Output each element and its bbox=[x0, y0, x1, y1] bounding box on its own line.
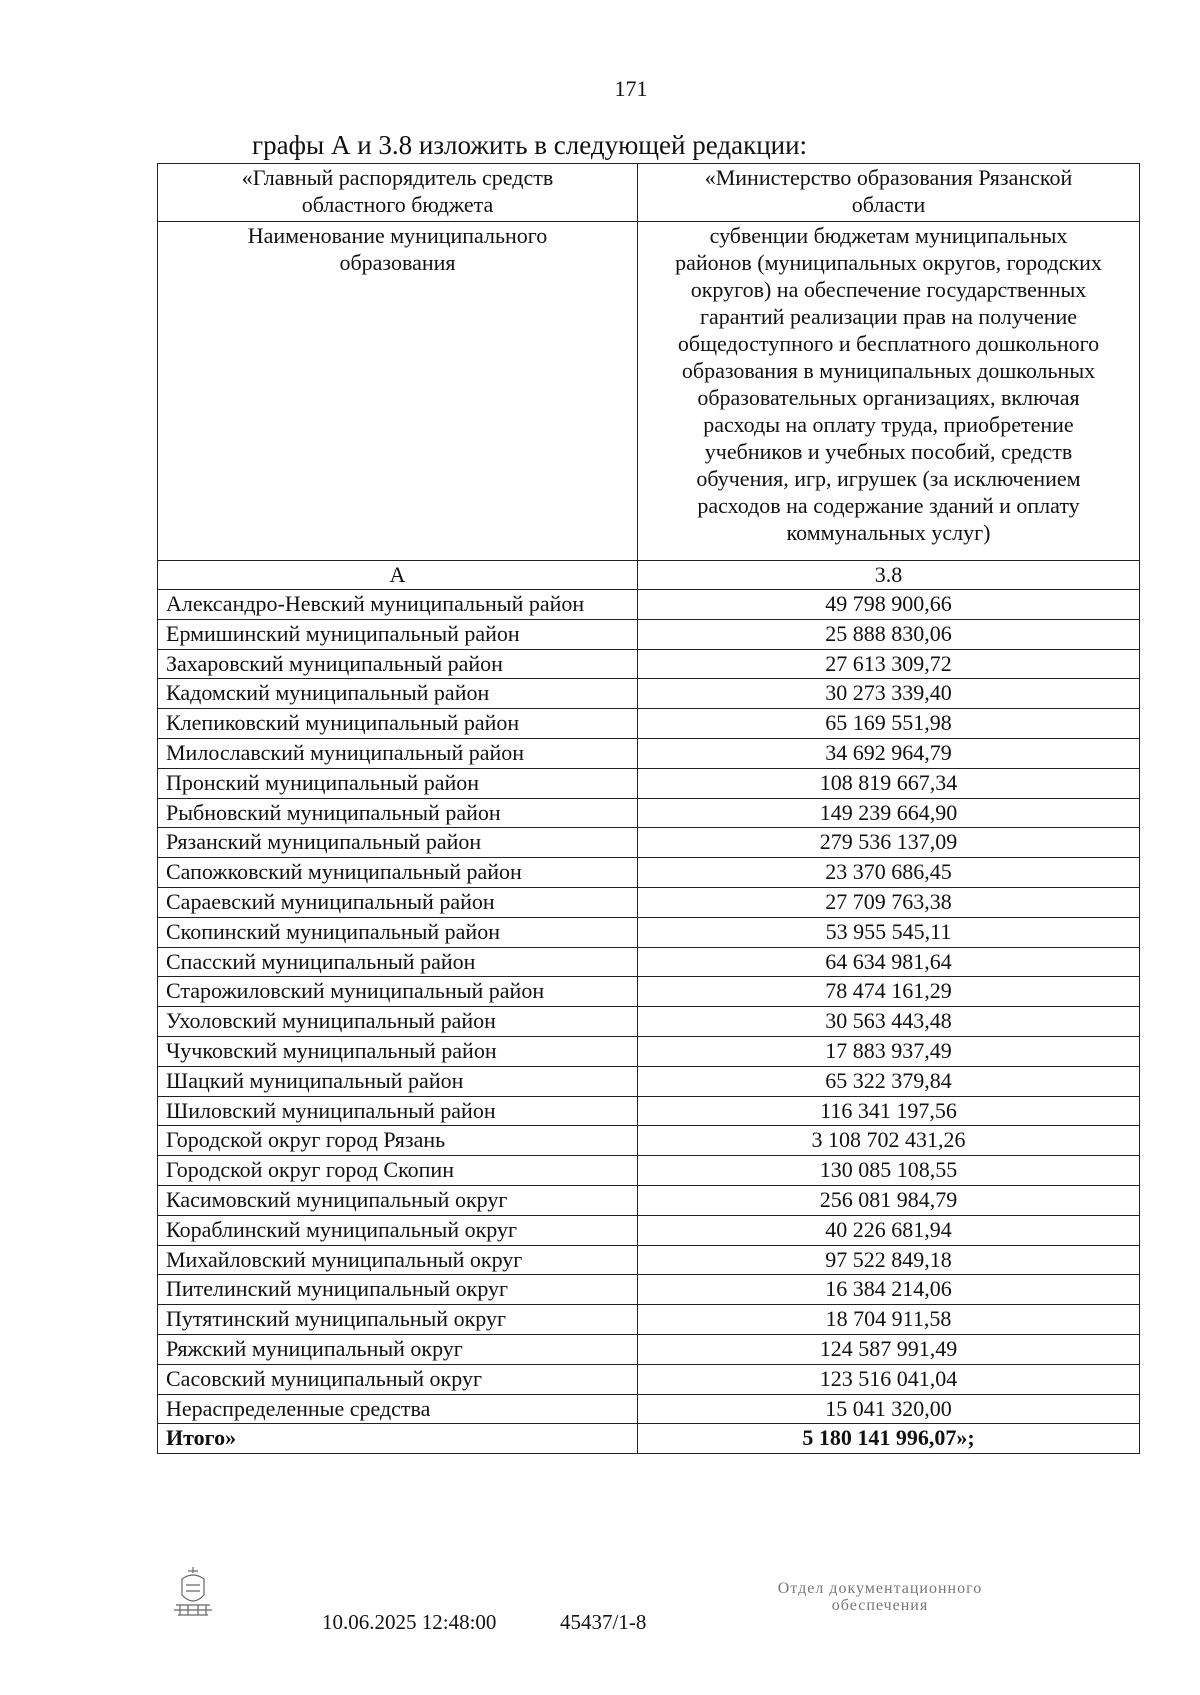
subvention-amount: 65 322 379,84 bbox=[638, 1066, 1140, 1096]
table-row bbox=[158, 798, 1140, 828]
municipality-name: Касимовский муниципальный округ bbox=[158, 1185, 638, 1215]
municipality-name: Пронский муниципальный район bbox=[158, 768, 638, 798]
column-a-title bbox=[158, 222, 638, 561]
municipality-name: Захаровский муниципальный район bbox=[158, 649, 638, 679]
table-row bbox=[158, 1305, 1140, 1335]
header-distributor-line-2: областного бюджета bbox=[301, 192, 494, 217]
table-row bbox=[158, 1036, 1140, 1066]
table-row bbox=[158, 619, 1140, 649]
total-amount: 5 180 141 996,07»; bbox=[638, 1424, 1140, 1454]
table-row bbox=[158, 917, 1140, 947]
subvention-amount: 30 563 443,48 bbox=[638, 1007, 1140, 1037]
table-row bbox=[158, 828, 1140, 858]
column-b-title-line: районов (муниципальных округов, городских bbox=[675, 250, 1102, 275]
header-row-columns bbox=[158, 222, 1140, 561]
column-b-letter: 3.8 bbox=[638, 561, 1140, 590]
subvention-amount: 116 341 197,56 bbox=[638, 1096, 1140, 1126]
table-row bbox=[158, 709, 1140, 739]
municipality-name: Путятинский муниципальный округ bbox=[158, 1305, 638, 1335]
table-row bbox=[158, 649, 1140, 679]
header-distributor-line-1: «Главный распорядитель средств bbox=[241, 165, 554, 190]
municipality-name: Сапожковский муниципальный район bbox=[158, 858, 638, 888]
column-b-title-line: расходы на оплату труда, приобретение bbox=[703, 412, 1074, 437]
subvention-amount: 27 709 763,38 bbox=[638, 887, 1140, 917]
subvention-amount: 3 108 702 431,26 bbox=[638, 1126, 1140, 1156]
table-row bbox=[158, 1275, 1140, 1305]
municipality-name: Михайловский муниципальный округ bbox=[158, 1245, 638, 1275]
subvention-amount: 108 819 667,34 bbox=[638, 768, 1140, 798]
column-b-title-line: расходов на содержание зданий и оплату bbox=[697, 493, 1080, 518]
subvention-amount: 279 536 137,09 bbox=[638, 828, 1140, 858]
table-row bbox=[158, 1126, 1140, 1156]
table-row bbox=[158, 738, 1140, 768]
footer-datetime: 10.06.2025 12:48:00 bbox=[322, 1610, 497, 1634]
table-row bbox=[158, 887, 1140, 917]
municipality-name: Милославский муниципальный район bbox=[158, 738, 638, 768]
subvention-amount: 17 883 937,49 bbox=[638, 1036, 1140, 1066]
subvention-amount: 123 516 041,04 bbox=[638, 1364, 1140, 1394]
subvention-amount: 97 522 849,18 bbox=[638, 1245, 1140, 1275]
subvention-amount: 64 634 981,64 bbox=[638, 947, 1140, 977]
subvention-amount: 124 587 991,49 bbox=[638, 1334, 1140, 1364]
header-ministry-line-2: области bbox=[851, 192, 926, 217]
table-row bbox=[158, 1364, 1140, 1394]
municipality-name: Сараевский муниципальный район bbox=[158, 887, 638, 917]
subvention-amount: 256 081 984,79 bbox=[638, 1185, 1140, 1215]
municipality-name: Ермишинский муниципальный район bbox=[158, 619, 638, 649]
municipality-name: Городской округ город Рязань bbox=[158, 1126, 638, 1156]
table-row bbox=[158, 1334, 1140, 1364]
table-row bbox=[158, 1096, 1140, 1126]
subvention-amount: 78 474 161,29 bbox=[638, 977, 1140, 1007]
table-row bbox=[158, 1215, 1140, 1245]
coat-of-arms-icon bbox=[170, 1565, 216, 1617]
table-row bbox=[158, 858, 1140, 888]
header-distributor-label bbox=[158, 164, 638, 222]
table-row bbox=[158, 590, 1140, 620]
municipality-name: Сасовский муниципальный округ bbox=[158, 1364, 638, 1394]
total-label: Итого» bbox=[158, 1424, 638, 1454]
municipality-name: Пителинский муниципальный округ bbox=[158, 1275, 638, 1305]
table-row bbox=[158, 947, 1140, 977]
column-a-title-line-2: образования bbox=[339, 250, 456, 275]
column-letters-row bbox=[158, 561, 1140, 590]
table-row bbox=[158, 1245, 1140, 1275]
table-row bbox=[158, 1066, 1140, 1096]
column-b-title-line: учебников и учебных пособий, средств bbox=[704, 439, 1073, 464]
header-ministry-label bbox=[638, 164, 1140, 222]
stamp-line-2: обеспечения bbox=[831, 1597, 929, 1614]
municipality-name: Ухоловский муниципальный район bbox=[158, 1007, 638, 1037]
column-b-title-line: образовательных организациях, включая bbox=[697, 385, 1080, 410]
budget-table bbox=[157, 163, 1140, 1454]
column-a-title-line-1: Наименование муниципального bbox=[247, 223, 548, 248]
municipality-name: Кадомский муниципальный район bbox=[158, 679, 638, 709]
subvention-amount: 149 239 664,90 bbox=[638, 798, 1140, 828]
municipality-name: Александро-Невский муниципальный район bbox=[158, 590, 638, 620]
page-number: 171 bbox=[614, 76, 648, 101]
subvention-amount: 34 692 964,79 bbox=[638, 738, 1140, 768]
subvention-amount: 18 704 911,58 bbox=[638, 1305, 1140, 1335]
table-row bbox=[158, 1156, 1140, 1186]
municipality-name: Скопинский муниципальный район bbox=[158, 917, 638, 947]
subvention-amount: 53 955 545,11 bbox=[638, 917, 1140, 947]
header-ministry-line-1: «Министерство образования Рязанской bbox=[704, 165, 1073, 190]
municipality-name: Городской округ город Скопин bbox=[158, 1156, 638, 1186]
column-b-title-line: гарантий реализации прав на получение bbox=[699, 304, 1078, 329]
column-b-title-line: коммунальных услуг) bbox=[786, 520, 991, 545]
municipality-name: Нераспределенные средства bbox=[158, 1394, 638, 1424]
municipality-name: Рыбновский муниципальный район bbox=[158, 798, 638, 828]
subvention-amount: 30 273 339,40 bbox=[638, 679, 1140, 709]
intro-text: графы А и 3.8 изложить в следующей редакции: bbox=[252, 130, 808, 160]
table-row bbox=[158, 679, 1140, 709]
subvention-amount: 15 041 320,00 bbox=[638, 1394, 1140, 1424]
stamp-line-1: Отдел документационного bbox=[777, 1580, 983, 1597]
subvention-amount: 27 613 309,72 bbox=[638, 649, 1140, 679]
subvention-amount: 130 085 108,55 bbox=[638, 1156, 1140, 1186]
municipality-name: Шиловский муниципальный район bbox=[158, 1096, 638, 1126]
column-a-letter: А bbox=[158, 561, 638, 590]
column-b-title-line: обучения, игр, игрушек (за исключением bbox=[696, 466, 1081, 491]
total-row bbox=[158, 1424, 1140, 1454]
municipality-name: Шацкий муниципальный район bbox=[158, 1066, 638, 1096]
column-b-title-line: субвенции бюджетам муниципальных bbox=[709, 223, 1068, 248]
column-b-title-line: общедоступного и бесплатного дошкольного bbox=[677, 331, 1100, 356]
municipality-name: Чучковский муниципальный район bbox=[158, 1036, 638, 1066]
municipality-name: Клепиковский муниципальный район bbox=[158, 709, 638, 739]
municipality-name: Рязанский муниципальный район bbox=[158, 828, 638, 858]
table-row bbox=[158, 1185, 1140, 1215]
table-row bbox=[158, 1394, 1140, 1424]
municipality-name: Спасский муниципальный район bbox=[158, 947, 638, 977]
table-row bbox=[158, 1007, 1140, 1037]
subvention-amount: 16 384 214,06 bbox=[638, 1275, 1140, 1305]
municipality-name: Кораблинский муниципальный округ bbox=[158, 1215, 638, 1245]
subvention-amount: 65 169 551,98 bbox=[638, 709, 1140, 739]
header-row-distributor bbox=[158, 164, 1140, 222]
municipality-name: Ряжский муниципальный округ bbox=[158, 1334, 638, 1364]
municipality-name: Старожиловский муниципальный район bbox=[158, 977, 638, 1007]
table-row bbox=[158, 977, 1140, 1007]
column-b-title-line: образования в муниципальных дошкольных bbox=[681, 358, 1096, 383]
table-row bbox=[158, 768, 1140, 798]
column-b-title-line: округов) на обеспечение государственных bbox=[690, 277, 1087, 302]
column-b-title bbox=[638, 222, 1140, 561]
footer-doc-number: 45437/1-8 bbox=[560, 1610, 647, 1634]
subvention-amount: 23 370 686,45 bbox=[638, 858, 1140, 888]
subvention-amount: 49 798 900,66 bbox=[638, 590, 1140, 620]
subvention-amount: 25 888 830,06 bbox=[638, 619, 1140, 649]
department-stamp bbox=[735, 1580, 1025, 1614]
subvention-amount: 40 226 681,94 bbox=[638, 1215, 1140, 1245]
